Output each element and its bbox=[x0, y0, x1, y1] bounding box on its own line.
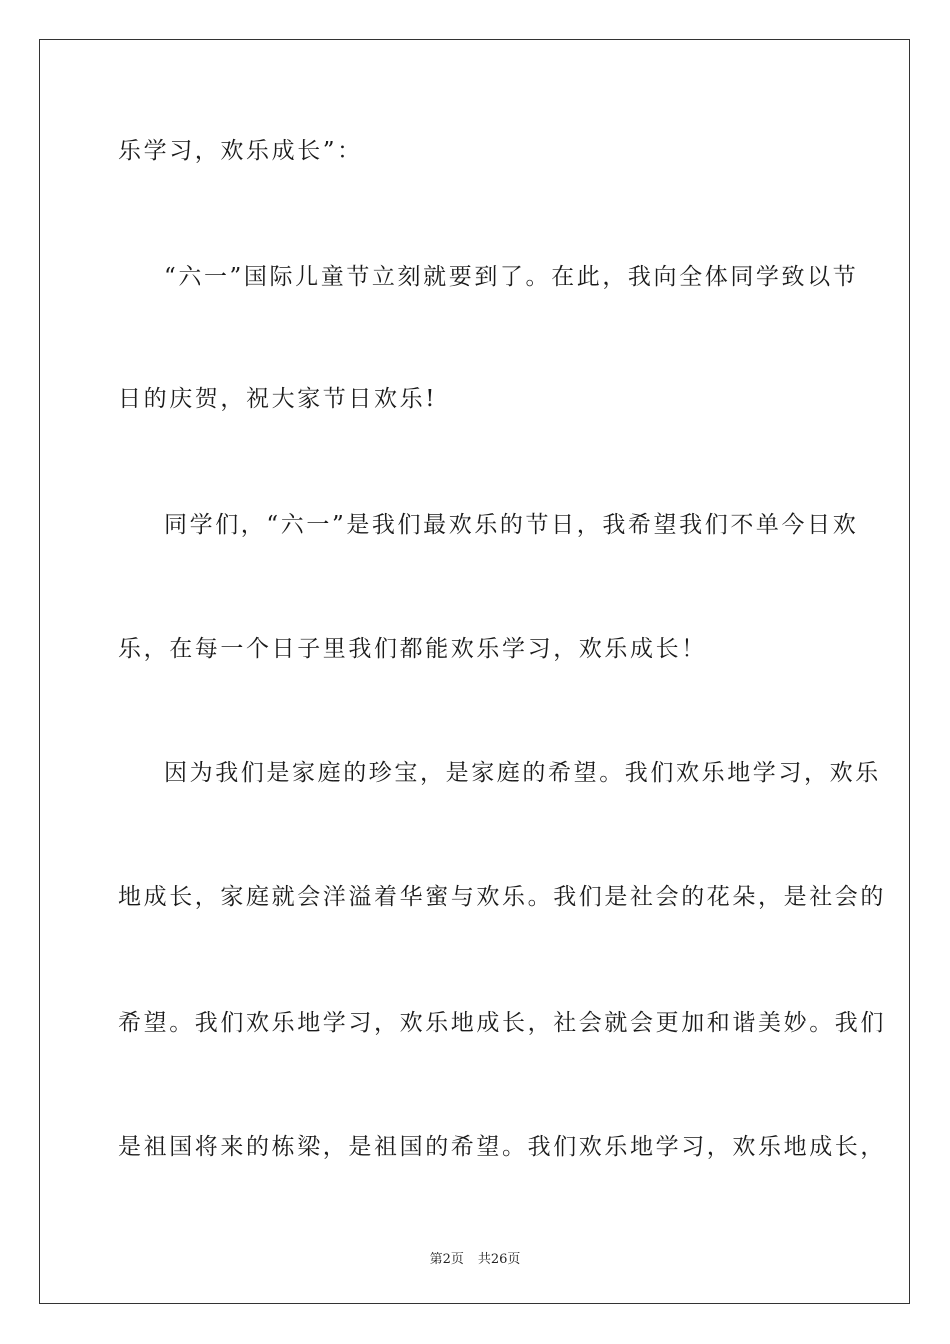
paragraph-line-7: 地成长，家庭就会洋溢着华蜜与欢乐。我们是社会的花朵，是社会的 bbox=[118, 884, 886, 910]
paragraph-line-6: 因为我们是家庭的珍宝，是家庭的希望。我们欢乐地学习，欢乐 bbox=[164, 760, 881, 786]
paragraph-line-5: 乐，在每一个日子里我们都能欢乐学习，欢乐成长！ bbox=[118, 636, 707, 662]
paragraph-line-4: 同学们，“六一”是我们最欢乐的节日，我希望我们不单今日欢 bbox=[164, 512, 859, 538]
paragraph-line-2: “六一”国际儿童节立刻就要到了。在此，我向全体同学致以节 bbox=[164, 264, 859, 290]
page-border bbox=[39, 39, 910, 1304]
page-footer bbox=[0, 1248, 950, 1267]
paragraph-line-1: 乐学习，欢乐成长”： bbox=[118, 138, 363, 164]
paragraph-line-9: 是祖国将来的栋梁，是祖国的希望。我们欢乐地学习，欢乐地成长， bbox=[118, 1134, 886, 1160]
page-total: 共26页 bbox=[477, 1252, 521, 1267]
paragraph-line-3: 日的庆贺，祝大家节日欢乐! bbox=[118, 386, 438, 412]
paragraph-line-8: 希望。我们欢乐地学习，欢乐地成长，社会就会更加和谐美妙。我们 bbox=[118, 1010, 886, 1036]
page-number: 第2页 bbox=[429, 1252, 464, 1267]
